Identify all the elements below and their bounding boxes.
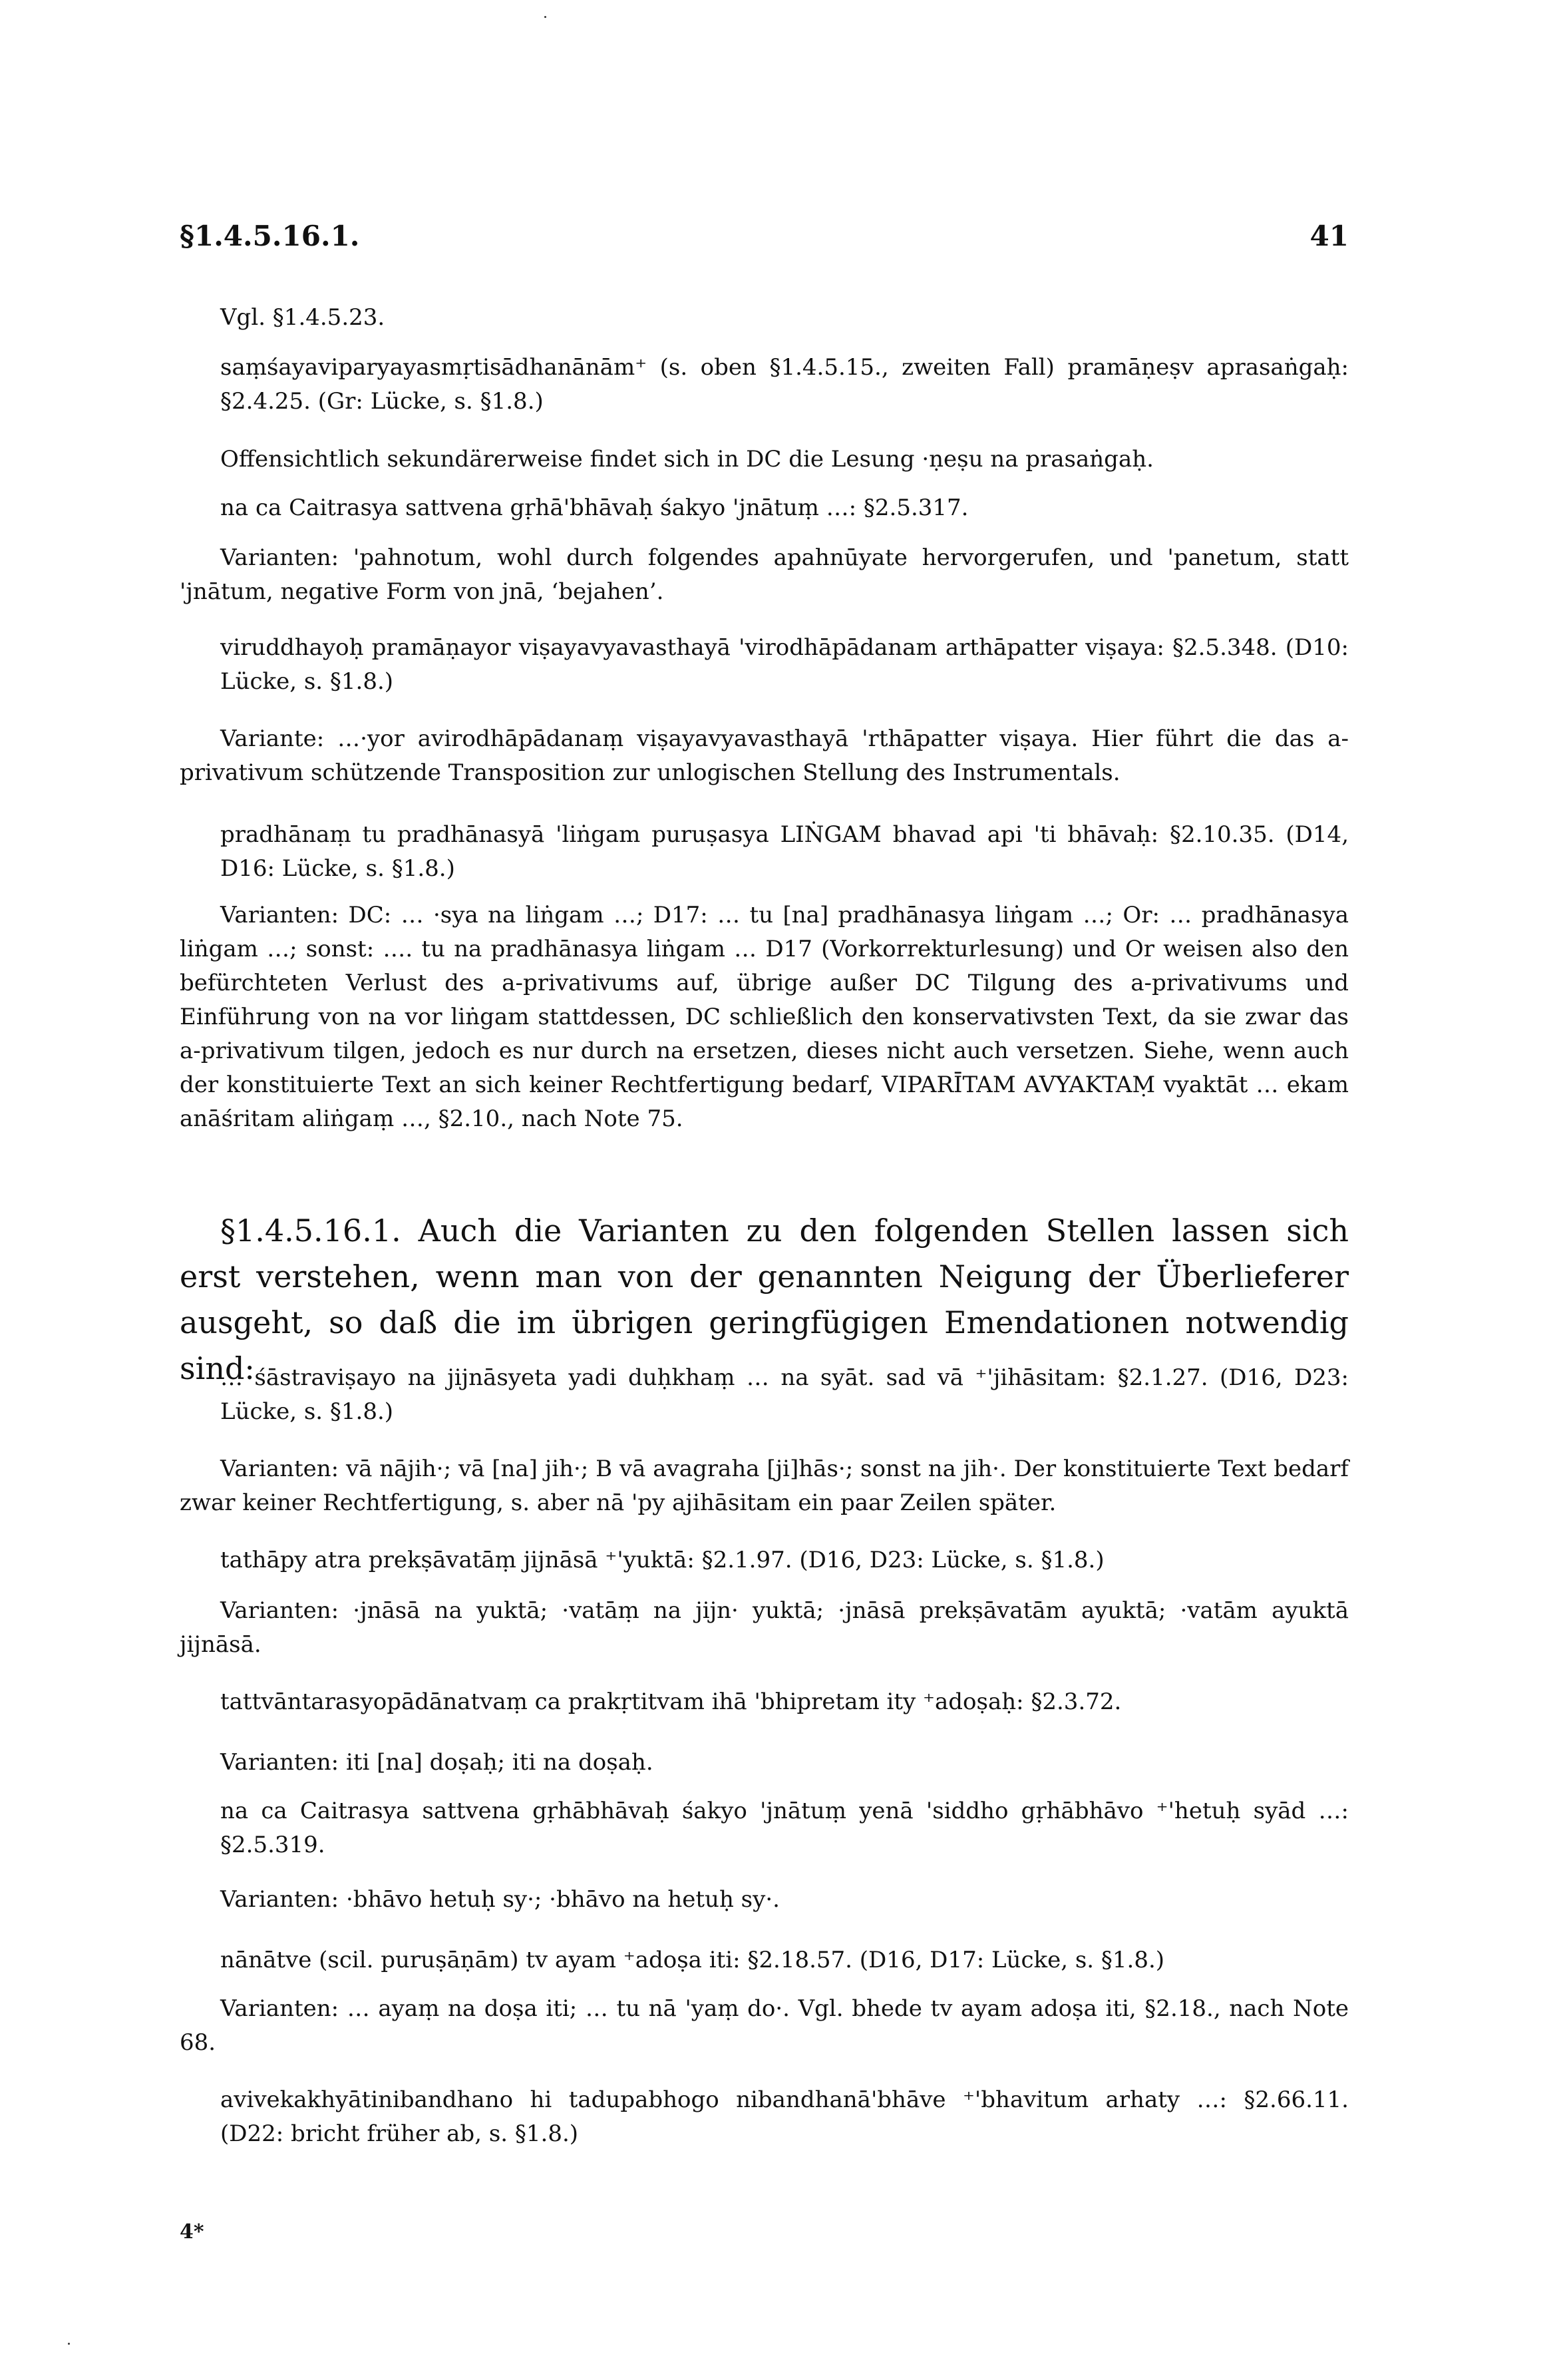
citation: saṃśayaviparyayasmṛtisādhanānām⁺ (s. oben §1.4.5.15., zweiten Fall) pramāṇeṣv aprasaṅgaḥ: §2.4.25. (Gr: Lücke, s. §1.8.) — [220, 354, 1349, 415]
variants-note: Varianten: DC: … ·sya na liṅgam …; D17: … tu [na] pradhānasya liṅgam …; Or: … pradhānasya liṅgam …; sonst: …. tu na pradhānasya liṅgam … D17 (Vorkorrekturlesung) und Or weisen also den befürchteten Verlust des a-privativums auf, übrige außer DC Tilgung des a-privativums und Einführung von na vor liṅgam stattdessen, DC schließlich den konservativsten Text, da sie zwar das a-privativum tilgen, jedoch es nur durch na ersetzen, dieses nicht auch versetzen. Siehe, wenn auch der konstituierte Text an sich keiner Rechtfertigung bedarf, VIPARĪTAM AVYAKTAṂ vyaktāt … ekam anāśritam aliṅgaṃ …, §2.10., nach Note 75. — [180, 902, 1349, 1132]
citation: … śāstraviṣayo na jijnāsyeta yadi duḥkhaṃ … na syāt. sad vā ⁺'jihāsitam: §2.1.27. (D16, D23: Lücke, s. §1.8.) — [220, 1364, 1349, 1425]
variants-note: Varianten: ·bhāvo hetuḥ sy·; ·bhāvo na hetuḥ sy·. — [220, 1886, 780, 1913]
variants-note: Varianten: ·jnāsā na yuktā; ·vatāṃ na jijn· yuktā; ·jnāsā prekṣāvatām ayuktā; ·vatām ayuktā jijnāsā. — [180, 1597, 1349, 1658]
variants-note: Varianten: 'pahnotum, wohl durch folgendes apahnūyate hervorgerufen, und 'panetum, statt 'jnātum, negative Form von jnā, ‘bejahen’. — [180, 544, 1349, 605]
page-number: 41 — [1309, 220, 1349, 252]
citation: na ca Caitrasya sattvena gṛhābhāvaḥ śakyo 'jnātuṃ yenā 'siddho gṛhābhāvo ⁺'hetuḥ syād …: §2.5.319. — [220, 1798, 1349, 1858]
citation: tattvāntarasyopādānatvaṃ ca prakṛtitvam ihā 'bhipretam ity ⁺adoṣaḥ: §2.3.72. — [220, 1688, 1122, 1715]
variants-note: Varianten: vā nājih·; vā [na] jih·; B vā avagraha [ji]hās·; sonst na jih·. Der konstituierte Text bedarf zwar keiner Rechtfertigung, s. aber nā 'py ajihāsitam ein paar Zeilen später. — [180, 1456, 1349, 1516]
citation: na ca Caitrasya sattvena gṛhā'bhāvaḥ śakyo 'jnātuṃ …: §2.5.317. — [220, 495, 969, 521]
citation: avivekakhyātinibandhano hi tadupabhogo nibandhanā'bhāve ⁺'bhavitum arhaty …: §2.66.11. (D22: bricht früher ab, s. §1.8.) — [220, 2086, 1349, 2147]
variants-note: Varianten: … ayaṃ na doṣa iti; … tu nā 'yaṃ do·. Vgl. bhede tv ayam adoṣa iti, §2.18., nach Note 68. — [180, 1995, 1349, 2056]
scan-speck — [544, 16, 546, 18]
scan-speck — [68, 2343, 70, 2345]
citation: tathāpy atra prekṣāvatāṃ jijnāsā ⁺'yuktā: §2.1.97. (D16, D23: Lücke, s. §1.8.) — [220, 1547, 1105, 1573]
citation: pradhānaṃ tu pradhānasyā 'liṅgam puruṣasya LIṄGAM bhavad api 'ti bhāvaḥ: §2.10.35. (D14, D16: Lücke, s. §1.8.) — [220, 821, 1349, 882]
variants-note: Varianten: iti [na] doṣaḥ; iti na doṣaḥ. — [220, 1749, 653, 1776]
paragraph: Vgl. §1.4.5.23. — [220, 304, 385, 331]
paragraph: Offensichtlich sekundärerweise findet sich in DC die Lesung ·ṇeṣu na prasaṅgaḥ. — [220, 446, 1154, 473]
section-heading: §1.4.5.16.1. — [180, 220, 360, 252]
citation: viruddhayoḥ pramāṇayor viṣayavyavasthayā 'virodhāpādanam arthāpatter viṣaya: §2.5.348. (D10: Lücke, s. §1.8.) — [220, 634, 1349, 695]
section-paragraph: §1.4.5.16.1. Auch die Varianten zu den folgenden Stellen lassen sich erst verstehen, wenn man von der genannten Neigung der Überlieferer ausgeht, so daß die im übrigen geringfügigen Emendationen notwendig sind: — [180, 1213, 1349, 1386]
citation: nānātve (scil. puruṣāṇām) tv ayam ⁺adoṣa iti: §2.18.57. (D16, D17: Lücke, s. §1.8.) — [220, 1947, 1165, 1973]
variants-note: Variante: …·yor avirodhāpādanaṃ viṣayavyavasthayā 'rthāpatter viṣaya. Hier führt die das a-privativum schützende Transposition zur unlogischen Stellung des Instrumentals. — [180, 725, 1349, 786]
signature-mark: 4* — [180, 2220, 204, 2244]
